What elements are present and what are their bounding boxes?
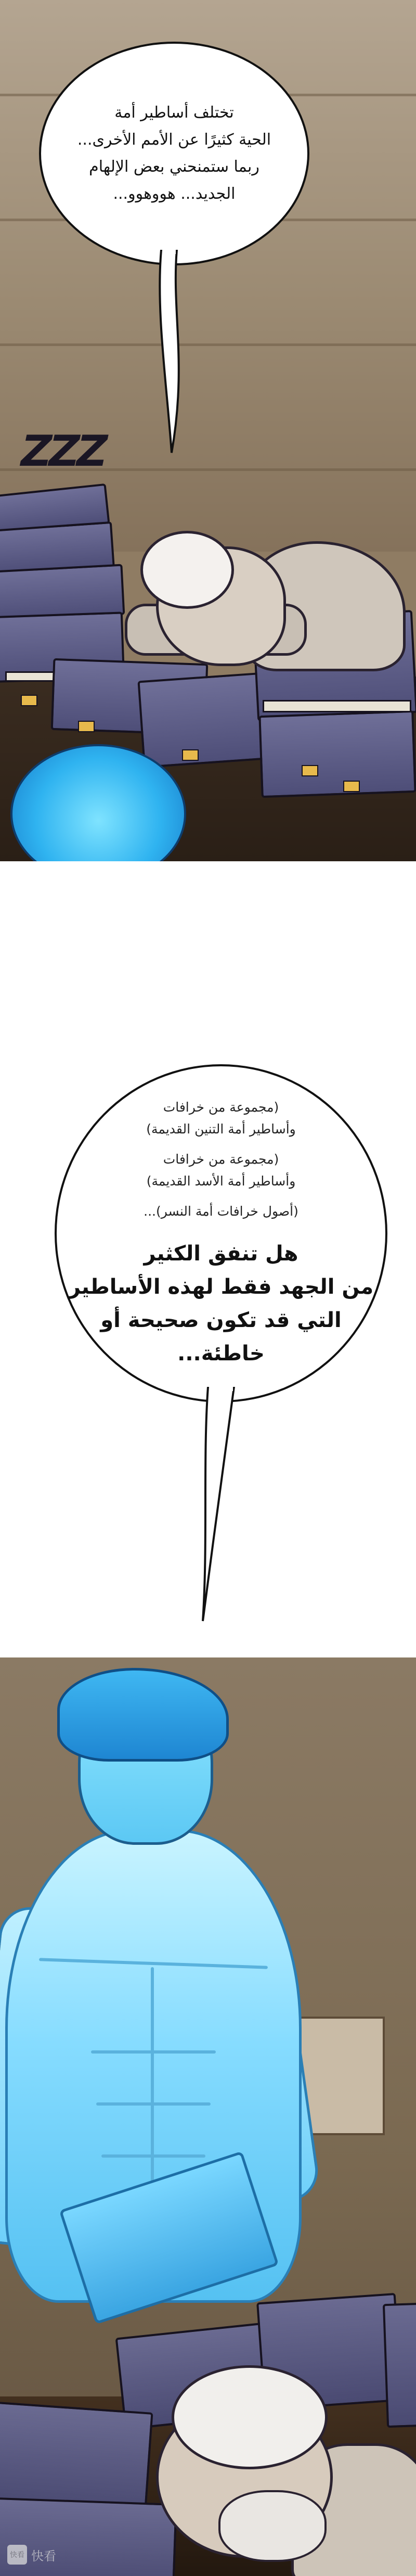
speech-bubble-1-text (77, 99, 271, 208)
watermark-logo-icon: 快看 (7, 2545, 27, 2565)
panel-glowing-figure (0, 1657, 416, 2576)
speech-bubble-2 (55, 1064, 387, 1402)
book-title-line: وأساطير أمة الأسد القديمة) (146, 1174, 296, 1189)
book-titles (69, 1096, 373, 1222)
book (258, 710, 416, 798)
bookmark-tab (182, 749, 199, 761)
bookmark-tab (78, 721, 95, 732)
speech-bubble-1-tail (156, 250, 198, 458)
speech-bubble-2-tail (192, 1387, 244, 1626)
speech-line: ربما ستمنحني بعض الإلهام (89, 158, 259, 176)
bookmark-tab (21, 695, 37, 706)
watermark (7, 2545, 56, 2565)
shelf-line (0, 343, 416, 346)
speech-bubble-2-text (69, 1096, 373, 1370)
question-line: هل تنفق الكثير (144, 1242, 298, 1266)
question-line: من الجهد فقط لهذه الأساطير (68, 1275, 374, 1299)
scholar-beard (218, 2490, 327, 2562)
speech-line: الجديد... هووهوو... (113, 185, 236, 203)
book-page-edge (263, 700, 411, 712)
book (383, 2302, 416, 2428)
bookmark-tab (343, 781, 360, 792)
abs-line (91, 2050, 216, 2054)
snore-z-1: ZZZ (15, 427, 110, 476)
panel-white-speech (0, 861, 416, 1657)
scholar-white-hair (172, 2365, 328, 2469)
abs-line (96, 2102, 211, 2106)
watermark-label: 快看 (31, 2548, 56, 2564)
speech-bubble-1 (39, 42, 309, 265)
bookmark-tab (302, 765, 318, 776)
book-title-line: (أصول خرافات أمة النسر)... (144, 1204, 298, 1219)
abs-line (101, 2154, 205, 2158)
scholar-white-hair (140, 531, 234, 609)
book-title-line: وأساطير أمة التنين القديمة) (146, 1121, 296, 1137)
panel-library-sleeping (0, 0, 416, 861)
book-title-line: (مجموعة من خرافات (163, 1100, 279, 1115)
question-line: خاطئة... (177, 1342, 265, 1366)
question-text (69, 1237, 373, 1370)
book (137, 672, 267, 768)
speech-line: تختلف أساطير أمة (114, 104, 234, 122)
book-title-line: (مجموعة من خرافات (163, 1152, 279, 1167)
speech-line: الحية كثيرًا عن الأمم الأخرى... (77, 131, 271, 149)
question-line: التي قد تكون صحيحة أو (100, 1308, 342, 1332)
